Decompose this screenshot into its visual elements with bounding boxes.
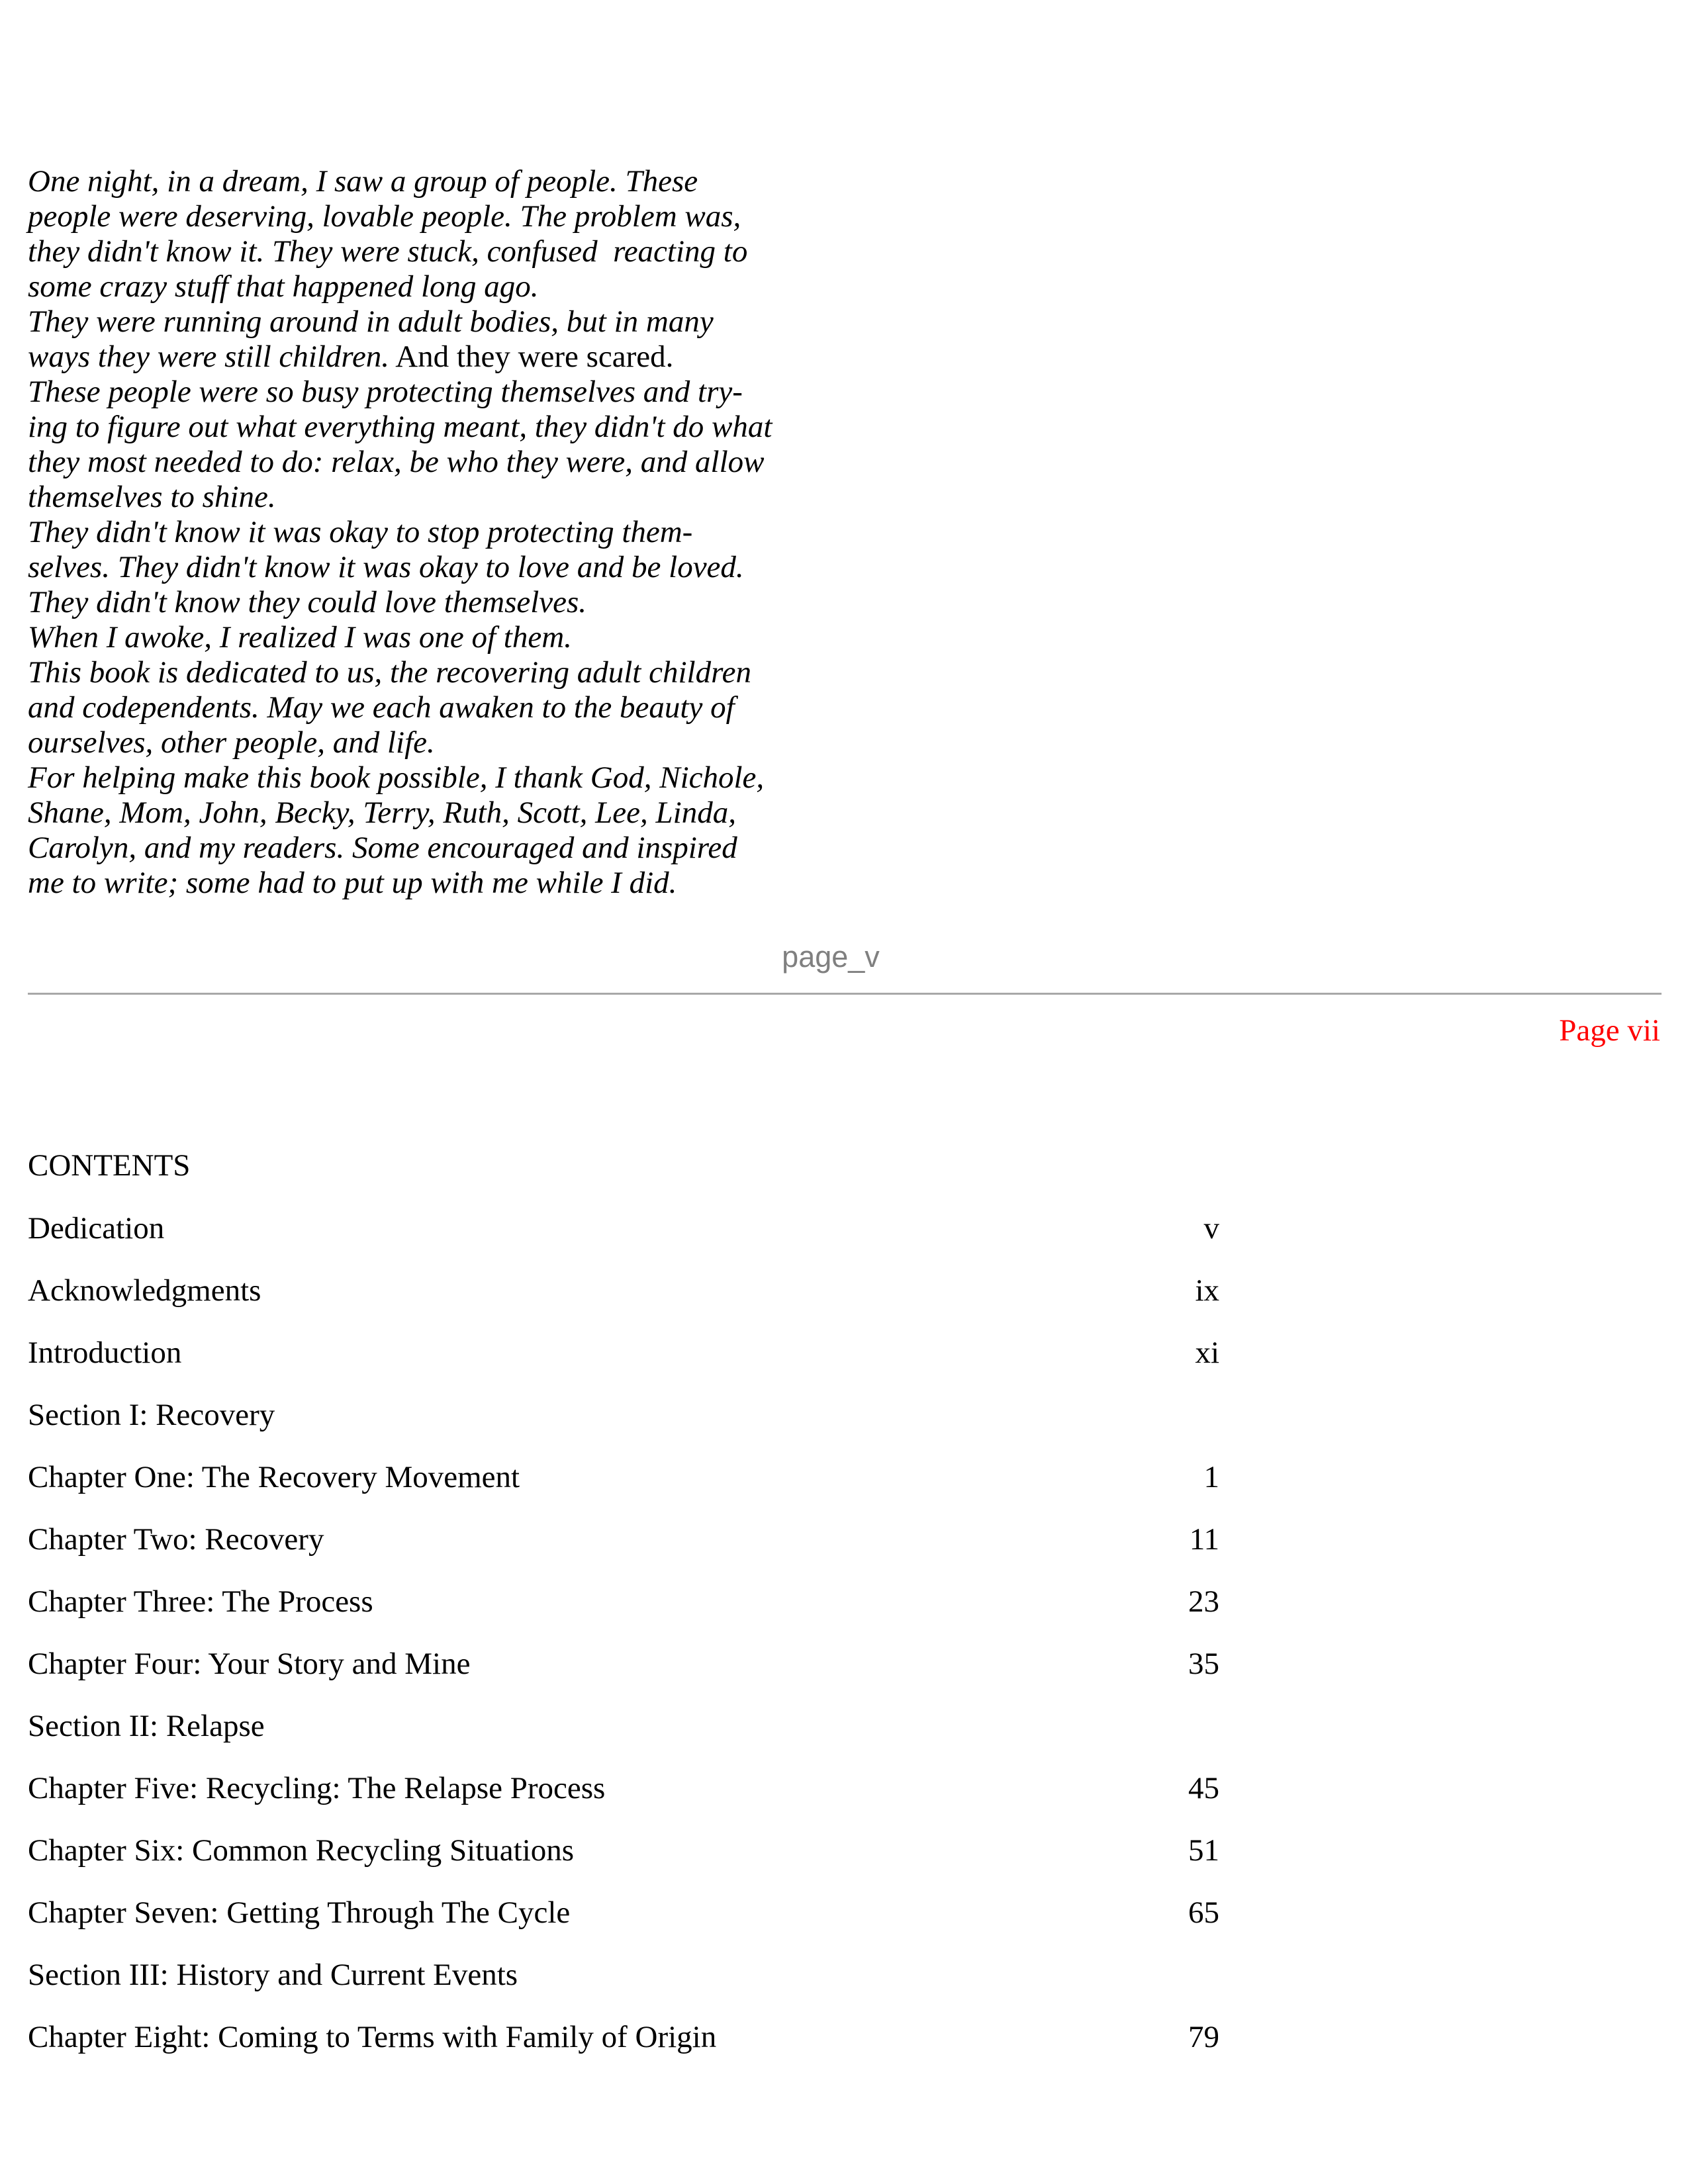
toc-section-title: Section II: Relapse: [28, 1709, 265, 1743]
dedication-line: Shane, Mom, John, Becky, Terry, Ruth, Scott, Lee, Linda,: [28, 796, 736, 830]
toc-entry-title: Chapter Five: Recycling: The Relapse Process: [28, 1771, 606, 1805]
table-of-contents: [28, 1210, 1219, 2081]
dedication-line: ourselves, other people, and life.: [28, 725, 435, 760]
toc-entry-title: Chapter One: The Recovery Movement: [28, 1460, 520, 1494]
dedication-line: They didn't know they could love themselves.: [28, 585, 587, 619]
dedication-line: They were running around in adult bodies, but in many: [28, 304, 714, 339]
toc-entry-title: Chapter Six: Common Recycling Situations: [28, 1833, 575, 1868]
toc-entry: [28, 1334, 1219, 1396]
dedication-line: me to write; some had to put up with me while I did.: [28, 866, 677, 900]
dedication-line: One night, in a dream, I saw a group of people. These: [28, 164, 698, 199]
toc-entry-title: Chapter Seven: Getting Through The Cycle: [28, 1895, 571, 1930]
toc-section-title: Section III: History and Current Events: [28, 1958, 518, 1992]
dedication-line: ing to figure out what everything meant, they didn't do what: [28, 410, 773, 444]
dedication-line: When I awoke, I realized I was one of them.: [28, 620, 572, 655]
page-marker: page_v: [782, 940, 880, 974]
dedication-line: themselves to shine.: [28, 480, 276, 514]
dedication-line: These people were so busy protecting themselves and try-: [28, 375, 743, 409]
toc-entry: [28, 1583, 1219, 1645]
dedication-line: They didn't know it was okay to stop protecting them-: [28, 515, 693, 549]
dedication-line: Carolyn, and my readers. Some encouraged and inspired: [28, 831, 737, 865]
toc-entry-title: Dedication: [28, 1211, 165, 1246]
dedication-line: they most needed to do: relax, be who they were, and allow: [28, 445, 765, 479]
toc-entry: [28, 1459, 1219, 1521]
toc-section: [28, 1707, 1219, 1770]
toc-entry-title: Chapter Three: The Process: [28, 1584, 373, 1619]
dedication-line: people were deserving, lovable people. The problem was,: [28, 199, 741, 234]
contents-heading: CONTENTS: [28, 1148, 191, 1183]
toc-section: [28, 1956, 1219, 2019]
toc-entry-page: ix: [1195, 1273, 1219, 1308]
toc-entry: [28, 1272, 1219, 1334]
toc-entry: [28, 1894, 1219, 1956]
page-number-link[interactable]: Page vii: [1559, 1013, 1660, 1048]
toc-entry-page: 45: [1188, 1771, 1219, 1805]
toc-section: [28, 1396, 1219, 1459]
dedication-line: and codependents. May we each awaken to the beauty of: [28, 690, 735, 725]
toc-entry: [28, 1521, 1219, 1583]
dedication-line: some crazy stuff that happened long ago.: [28, 269, 539, 304]
toc-entry-title: Chapter Four: Your Story and Mine: [28, 1647, 471, 1681]
dedication-line: For helping make this book possible, I thank God, Nichole,: [28, 760, 765, 795]
toc-entry-page: 1: [1203, 1460, 1219, 1494]
toc-entry: [28, 1770, 1219, 1832]
toc-entry: [28, 1210, 1219, 1272]
toc-entry-page: v: [1203, 1211, 1219, 1246]
dedication-text: [28, 164, 888, 901]
toc-entry-page: 65: [1188, 1895, 1219, 1930]
toc-entry-page: 51: [1188, 1833, 1219, 1868]
toc-entry-page: xi: [1195, 1336, 1219, 1370]
toc-entry-page: 23: [1188, 1584, 1219, 1619]
dedication-line: This book is dedicated to us, the recovering adult children: [28, 655, 752, 690]
dedication-line: selves. They didn't know it was okay to love and be loved.: [28, 550, 744, 584]
toc-entry: [28, 2019, 1219, 2081]
toc-entry: [28, 1832, 1219, 1894]
toc-section-title: Section I: Recovery: [28, 1398, 275, 1432]
toc-entry-page: 11: [1189, 1522, 1219, 1557]
toc-entry-title: Acknowledgments: [28, 1273, 261, 1308]
dedication-line: ways they were still children. And they were scared.: [28, 340, 674, 374]
toc-entry-title: Introduction: [28, 1336, 182, 1370]
dedication-line: they didn't know it. They were stuck, confused reacting to: [28, 234, 748, 269]
page-divider: [28, 993, 1662, 995]
toc-entry-title: Chapter Two: Recovery: [28, 1522, 324, 1557]
toc-entry-title: Chapter Eight: Coming to Terms with Family of Origin: [28, 2020, 717, 2054]
toc-entry: [28, 1645, 1219, 1707]
toc-entry-page: 79: [1188, 2020, 1219, 2054]
toc-entry-page: 35: [1188, 1647, 1219, 1681]
